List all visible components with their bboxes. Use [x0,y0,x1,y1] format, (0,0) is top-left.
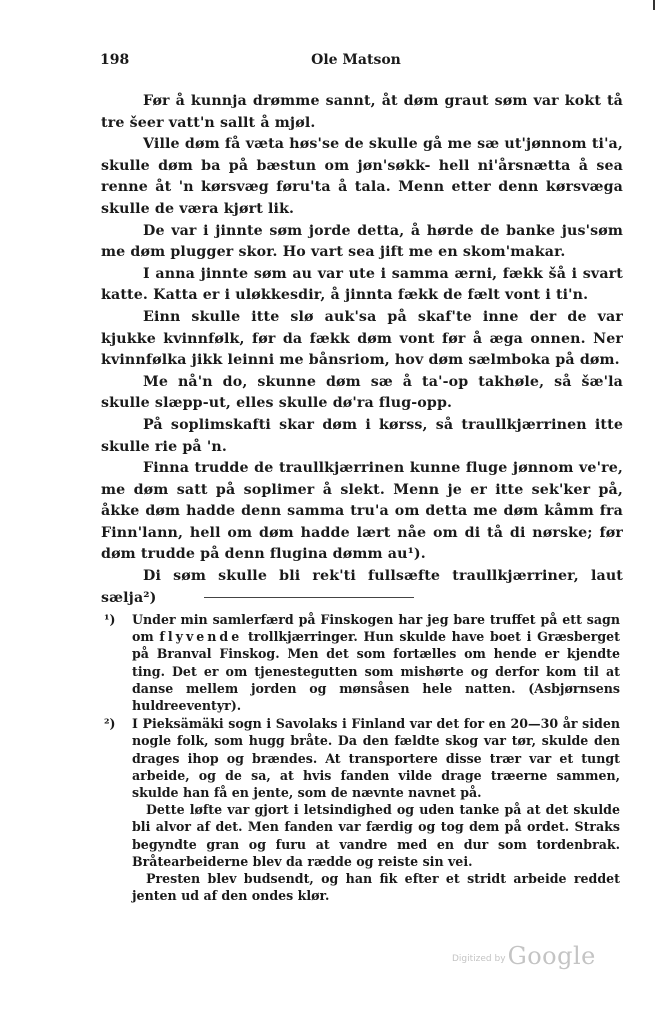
body-paragraph: På soplimskafti skar døm i kørss, så traullkjærrinen itte skulle rie på 'n. [101,416,623,455]
footnote-divider [204,597,414,598]
footnote-paragraph [132,611,620,714]
body-paragraph: Di søm skulle bli rek'ti fullsæfte traullkjærriner, laut sælja²) [101,568,623,606]
body-paragraph: Før å kunnja drømme sannt, åt døm graut søm var kokt tå tre šeer vatt'n sallt å mjøl. [101,93,623,131]
page-number: 198 [100,52,130,68]
footnote-1 [104,611,620,714]
footnote-2 [104,715,620,904]
body-text [101,91,623,609]
footnote-text: trollkjærringer. Hun skulde have boet i Græsberget på Branval Finskog. Men det som fortælles om hende er kjendte ting. Det er om tjenestegutten som mishørte og derfor kom til at danse mellem jorden og mønsåsen hele natten. (Asbjørnsens huldreeventyr). [132,629,620,714]
body-paragraph: De var i jinnte søm jorde detta, å hørde de banke jus'søm me døm plugger skor. Ho vart sea jift me en skom'makar. [101,222,623,261]
body-paragraph: Me nå'n do, skunne døm sæ å ta'-op takhøle, så šæ'la skulle slæpp-ut, elles skulle dø'ra flug-opp. [101,373,623,412]
footnote-emphasis: flyvende [159,629,243,645]
body-paragraph: I anna jinnte søm au var ute i samma ærni, fækk šå i svart katte. Katta er i uløkkesdir, å jinnta fækk de fælt vont i ti'n. [101,265,623,304]
body-paragraph: Ville døm få væta høs'se de skulle gå me sæ ut'jønnom ti'a, skulle døm ba på bæstun om jøn'søkk- hell ni'årsnætta å sea renne åt 'n kørsvæg føru'ta å tala. Menn etter denn kørsvæga skulle de væra kjørt lik. [101,136,623,217]
page-edge-mark [653,0,655,10]
footnote-text: Under min samlerfærd på Finskogen har jeg bare truffet på ett sagn om [132,612,620,645]
watermark-small-text: Digitized by [452,954,506,964]
footnote-paragraph: I Pieksämäki sogn i Savolaks i Finland var det for en 20—30 år siden nogle folk, som hugg bråte. Da den fældte skog var tør, skulde den drages ihop og brændes. At transportere disse trær var et tungt arbeide, og de sa, at hvis fanden vilde drage træerne sammen, skulde han få en jente, som de nævnte navnet på. [132,716,620,801]
footnote-marker: ¹) [104,612,116,627]
body-paragraph: Einn skulle itte slø auk'sa på skaf'te inne der de var kjukke kvinnfølk, før da fækk døm vont før å æga onnen. Ner kvinnfølka jikk leinni me bånsriom, hov døm sælmboka på døm. [101,308,623,369]
footnote-marker: ²) [104,716,116,732]
digitized-by-google-watermark [452,942,596,970]
footnotes [104,611,620,904]
page-header [96,52,616,76]
body-paragraph: Finna trudde de traullkjærrinen kunne fluge jønnom ve're, me døm satt på soplimer å slekt. Menn je er itte sek'ker på, åkke døm hadde denn samma tru'a om detta me døm kåmm fra Finn'lann, hell om døm hadde lært nåe om di tå di nørske; før døm trudde på denn fluginа dømm au¹). [101,460,623,563]
google-logo: Google [507,942,596,970]
footnote-paragraph: Presten blev budsendt, og han fik efter et stridt arbeide reddet jenten ud af den ondes klør. [132,871,620,904]
footnote-paragraph: Dette løfte var gjort i letsindighed og uden tanke på at det skulde bli alvor af det. Men fanden var færdig og tog dem på ordet. Straks begyndte gran og furu at vandre med en dur som tordenbrak. Bråtearbeiderne blev da rædde og reiste sin vei. [132,802,620,869]
running-title: Ole Matson [311,52,401,68]
